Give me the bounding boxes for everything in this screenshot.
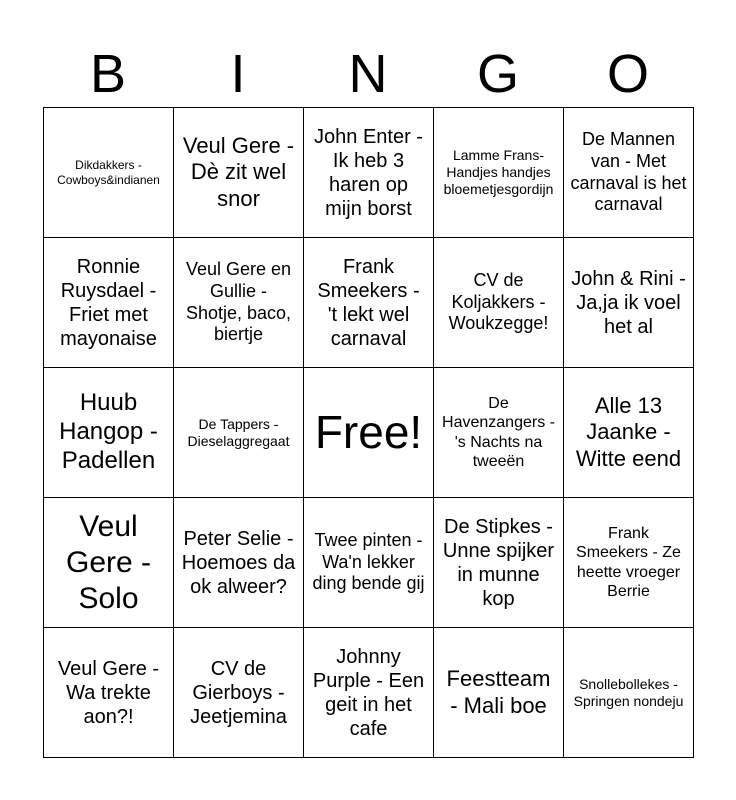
bingo-cell[interactable]: Peter Selie - Hoemoes da ok alweer? bbox=[174, 498, 304, 628]
header-letter-n: N bbox=[348, 44, 388, 104]
header-letter-b: B bbox=[89, 44, 127, 104]
bingo-cell[interactable]: CV de Koljakkers - Woukzegge! bbox=[434, 238, 564, 368]
grid-row bbox=[44, 108, 694, 238]
header-letter-i: I bbox=[230, 44, 246, 104]
bingo-cell[interactable]: De Mannen van - Met carnaval is het carnaval bbox=[564, 108, 694, 238]
bingo-cell[interactable]: Dikdakkers - Cowboys&indianen bbox=[44, 108, 174, 238]
bingo-cell[interactable]: De Tappers - Dieselaggregaat bbox=[174, 368, 304, 498]
bingo-cell[interactable]: Huub Hangop - Padellen bbox=[44, 368, 174, 498]
bingo-cell[interactable]: Alle 13 Jaanke - Witte eend bbox=[564, 368, 694, 498]
bingo-cell[interactable]: Frank Smeekers - 't lekt wel carnaval bbox=[304, 238, 434, 368]
bingo-cell[interactable]: Twee pinten - Wa'n lekker ding bende gij bbox=[304, 498, 434, 628]
bingo-cell[interactable]: Veul Gere - Wa trekte aon?! bbox=[44, 628, 174, 758]
bingo-cell[interactable]: Snollebollekes - Springen nondeju bbox=[564, 628, 694, 758]
bingo-cell[interactable]: John & Rini - Ja,ja ik voel het al bbox=[564, 238, 694, 368]
bingo-cell[interactable]: Feestteam - Mali boe bbox=[434, 628, 564, 758]
bingo-header bbox=[43, 40, 693, 108]
bingo-cell[interactable]: Veul Gere - Dè zit wel snor bbox=[174, 108, 304, 238]
header-letter-g: G bbox=[476, 44, 519, 104]
bingo-cell[interactable]: Frank Smeekers - Ze heette vroeger Berrie bbox=[564, 498, 694, 628]
bingo-cell[interactable]: Johnny Purple - Een geit in het cafe bbox=[304, 628, 434, 758]
free-cell[interactable]: Free! bbox=[304, 368, 434, 498]
bingo-cell[interactable]: Ronnie Ruysdael - Friet met mayonaise bbox=[44, 238, 174, 368]
bingo-cell[interactable]: De Havenzangers - 's Nachts na tweeën bbox=[434, 368, 564, 498]
grid-row bbox=[44, 238, 694, 368]
bingo-cell[interactable]: CV de Gierboys - Jeetjemina bbox=[174, 628, 304, 758]
bingo-cell[interactable]: Lamme Frans- Handjes handjes bloemetjesgordijn bbox=[434, 108, 564, 238]
bingo-cell[interactable]: John Enter - Ik heb 3 haren op mijn borst bbox=[304, 108, 434, 238]
bingo-grid bbox=[43, 107, 694, 758]
header-letter-o: O bbox=[606, 44, 649, 104]
grid-row bbox=[44, 628, 694, 758]
grid-row bbox=[44, 368, 694, 498]
bingo-cell[interactable]: Veul Gere en Gullie - Shotje, baco, biertje bbox=[174, 238, 304, 368]
bingo-cell[interactable]: Veul Gere - Solo bbox=[44, 498, 174, 628]
bingo-cell[interactable]: De Stipkes - Unne spijker in munne kop bbox=[434, 498, 564, 628]
grid-row bbox=[44, 498, 694, 628]
